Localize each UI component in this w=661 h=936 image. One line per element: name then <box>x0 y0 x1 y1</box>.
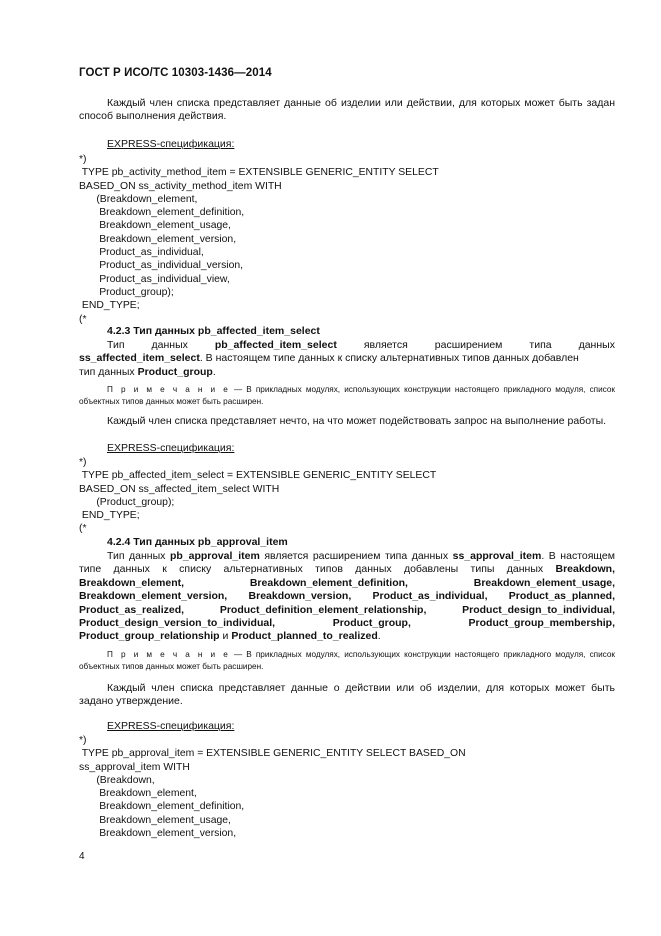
code-line: (Breakdown_element, <box>79 193 198 205</box>
word: является <box>363 339 408 351</box>
page-number: 4 <box>79 851 85 862</box>
section-heading-4-2-3: 4.2.3 Тип данных pb_affected_item_select <box>107 325 320 337</box>
code-line: Product_as_individual_version, <box>79 260 244 272</box>
code-line: *) <box>79 154 87 165</box>
code-line: (Breakdown, <box>79 774 155 786</box>
code-line: Product_as_individual, <box>79 247 204 259</box>
paragraph-activity-member: Каждый член списка представляет данные об изделии или действии, для которых может быть задан способ выполнения действия. <box>79 97 615 123</box>
code-line: (* <box>79 523 87 535</box>
word: типа <box>529 339 552 351</box>
section-4-2-3-line1 <box>79 339 615 352</box>
express-label-2: EXPRESS-спецификация: <box>107 442 235 454</box>
code-line: *) <box>79 735 87 746</box>
section-4-2-3-line2: ss_affected_item_select. В настоящем типе данных к списку альтернативных типов данных добавлен <box>79 352 579 365</box>
word: pb_affected_item_select <box>214 339 337 351</box>
paragraph-affected-member: Каждый член списка представляет нечто, на что может подействовать запрос на выполнение работы. <box>107 415 607 427</box>
word: Тип <box>107 339 125 351</box>
page-header-title: ГОСТ Р ИСО/ТС 10303-1436—2014 <box>79 67 272 79</box>
section-4-2-4-body: Тип данных pb_approval_item является расширением типа данных ss_approval_item. В настоящем типе данных к списку альтернативных типов данных добавлены типы данных Breakdown, Breakdown_element, Breakdown_element_definition, Breakdown_element_usage, Breakdown_element_version, Breakdown_version, Product_as_individual, Product_as_planned, Product_as_realized, Product_definition_element_relationship, Product_design_to_individual, Product_design_version_to_individual, Product_group, Product_group_membership, Product_group_relationship и Product_planned_to_realized. <box>79 550 615 643</box>
code-line: BASED_ON ss_affected_item_select WITH <box>79 483 280 495</box>
code-line: Breakdown_element_definition, <box>79 207 245 219</box>
code-line: TYPE pb_activity_method_item = EXTENSIBLE GENERIC_ENTITY SELECT <box>79 167 439 179</box>
express-label-3: EXPRESS-спецификация: <box>107 720 235 732</box>
code-line: Breakdown_element_version, <box>79 828 237 840</box>
word: данных <box>151 339 188 351</box>
code-line: BASED_ON ss_activity_method_item WITH <box>79 180 282 192</box>
code-line: END_TYPE; <box>79 510 140 522</box>
code-line: Breakdown_element_definition, <box>79 801 245 813</box>
code-line: END_TYPE; <box>79 300 140 312</box>
paragraph-approval-member: Каждый член списка представляет данные о действии или об изделии, для которых может быть задано утверждение. <box>79 682 615 708</box>
code-line: Breakdown_element_usage, <box>79 814 231 826</box>
code-line: Product_group); <box>79 286 174 298</box>
section-heading-4-2-4: 4.2.4 Тип данных pb_approval_item <box>107 536 288 548</box>
section-4-2-3-line3: тип данных Product_group. <box>79 365 216 378</box>
express-label-1: EXPRESS-спецификация: <box>107 138 235 150</box>
express-code-activity-method <box>79 153 439 326</box>
code-line: *) <box>79 457 87 468</box>
code-line: Product_as_individual_view, <box>79 273 230 285</box>
code-line: TYPE pb_affected_item_select = EXTENSIBLE GENERIC_ENTITY SELECT <box>79 470 437 482</box>
code-line: (Product_group); <box>79 496 175 508</box>
express-code-approval-item <box>79 734 466 840</box>
code-line: Breakdown_element_version, <box>79 233 237 245</box>
code-line: (* <box>79 313 87 325</box>
note-1: П р и м е ч а н и е — В прикладных модулях, использующих конструкции настоящего прикладного модуля, список объектных типов данных может быть расширен. <box>79 385 615 406</box>
section-4-2-3-body <box>79 339 615 379</box>
code-line: Breakdown_element, <box>79 788 197 800</box>
word: расширением <box>434 339 503 351</box>
note-2: П р и м е ч а н и е — В прикладных модулях, использующих конструкции настоящего прикладного модуля, список объектных типов данных может быть расширен. <box>79 650 615 671</box>
code-line: Breakdown_element_usage, <box>79 220 231 232</box>
express-code-affected-item <box>79 456 436 536</box>
word: данных <box>578 339 615 351</box>
code-line: ss_approval_item WITH <box>79 761 190 773</box>
code-line: TYPE pb_approval_item = EXTENSIBLE GENERIC_ENTITY SELECT BASED_ON <box>79 748 466 760</box>
